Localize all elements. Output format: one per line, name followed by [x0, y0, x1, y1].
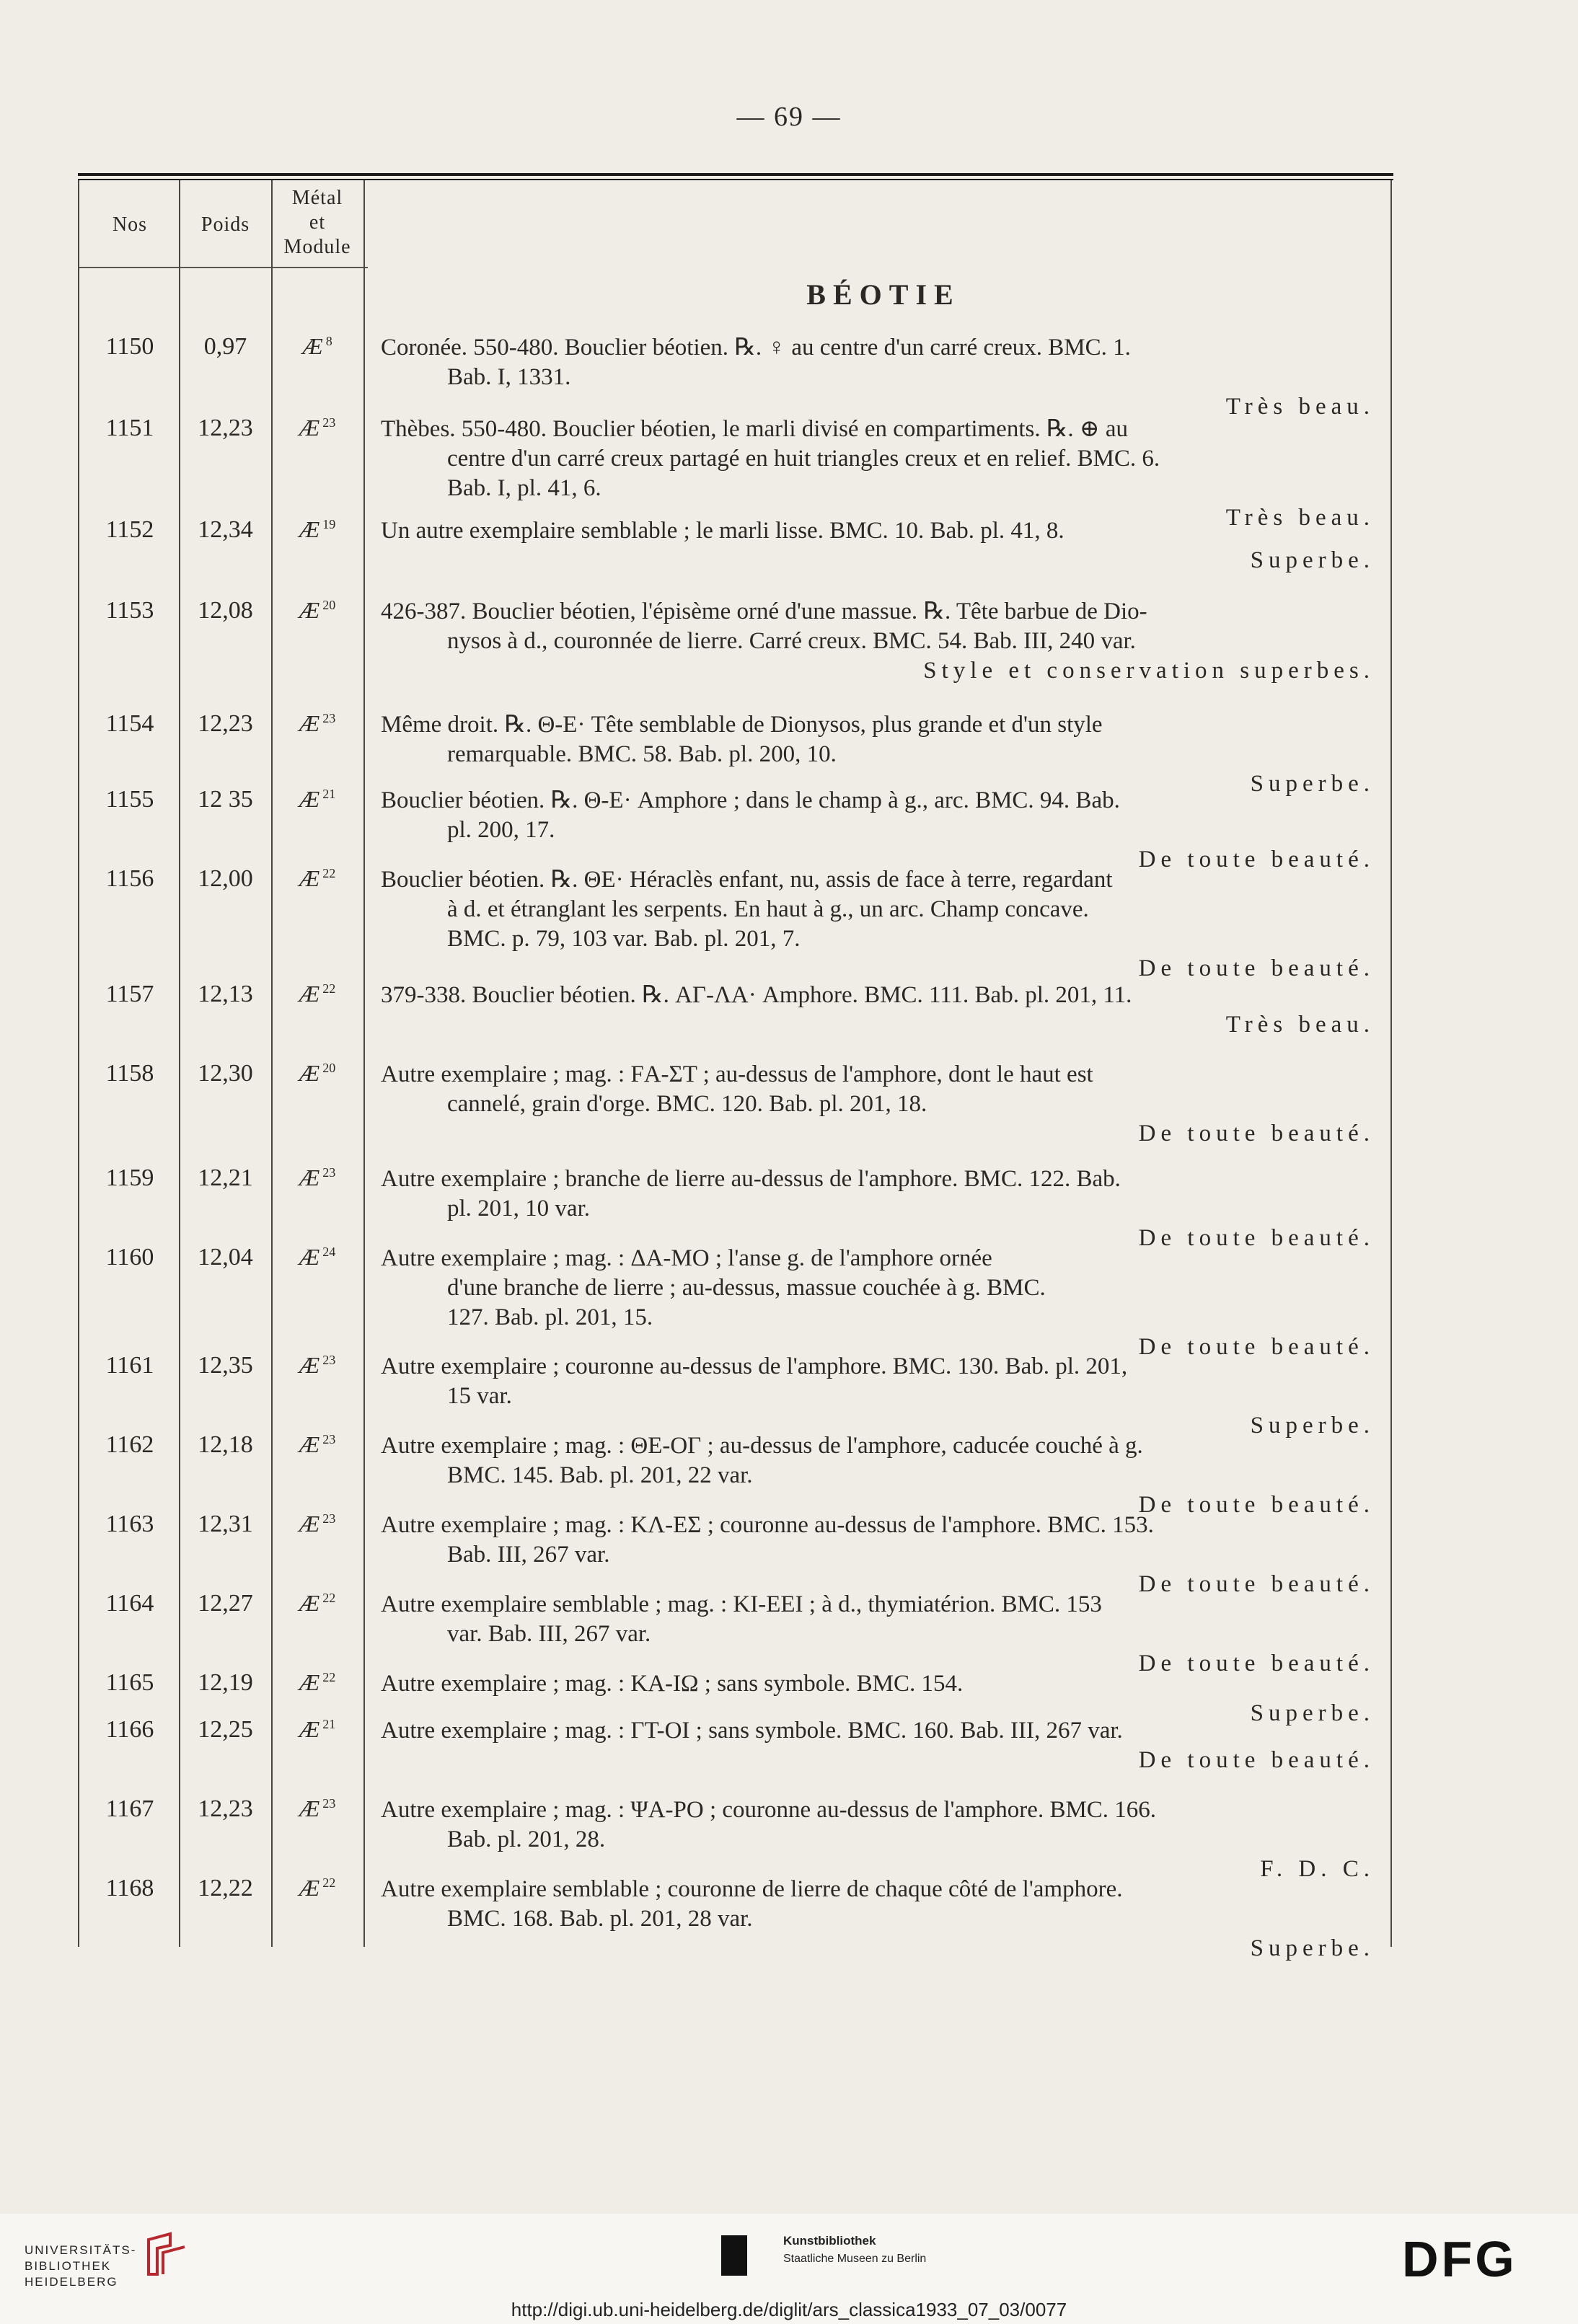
entry-description-line: Autre exemplaire ; mag. : FΑ-ΣΤ ; au-dessus de l'amphore, dont le haut est: [381, 1061, 1093, 1087]
entry-description: [381, 981, 1375, 1040]
entry-metal-module: [274, 1244, 361, 1271]
entry-grade: De toute beauté.: [1138, 1225, 1375, 1251]
entry-metal: Æ: [299, 865, 320, 891]
entry-weight: 12,35: [198, 1352, 253, 1379]
university-logo: [25, 2243, 136, 2290]
entry-weight: 12,31: [198, 1511, 253, 1537]
entry-number: 1168: [105, 1875, 154, 1901]
entry-weight: 12,19: [198, 1669, 253, 1696]
entry-metal: Æ: [299, 1669, 320, 1695]
column-divider-text: [363, 180, 365, 1947]
entry-description-line: Bouclier béotien. ℞. Θ-Ε· Amphore ; dans le champ à g., arc. BMC. 94. Bab.: [381, 787, 1120, 813]
entry-description-line: d'une branche de lierre ; au-dessus, massue couchée à g. BMC.: [447, 1275, 1046, 1301]
entry-description: [381, 1875, 1375, 1963]
entry-description-line: BMC. 145. Bab. pl. 201, 22 var.: [447, 1462, 753, 1488]
kunstbibliothek-title: Kunstbibliothek: [783, 2234, 876, 2248]
entry-number: 1166: [105, 1716, 154, 1743]
entry-module: 22: [322, 1670, 336, 1685]
entry-weight: 12,30: [198, 1060, 253, 1087]
entry-metal: Æ: [299, 516, 320, 542]
entry-weight: 12 35: [198, 786, 253, 813]
entry-module: 23: [322, 1432, 336, 1447]
entry-description-line: 15 var.: [447, 1383, 512, 1409]
entry-module: 24: [322, 1245, 336, 1260]
entry-module: 19: [322, 517, 336, 532]
entry-number: 1163: [105, 1511, 154, 1537]
entry-module: 8: [325, 334, 332, 349]
column-divider-metal: [271, 180, 273, 1947]
entry-number: 1154: [105, 710, 154, 737]
entry-weight: 12,21: [198, 1165, 253, 1191]
entry-description-line: Même droit. ℞. Θ-Ε· Tête semblable de Dionysos, plus grande et d'un style: [381, 712, 1103, 738]
entry-metal-module: [274, 865, 361, 892]
entry-grade: Superbe.: [1250, 1700, 1375, 1726]
university-line-1: UNIVERSITÄTS-: [25, 2243, 137, 2257]
entry-description: [381, 1590, 1375, 1679]
entry-description: [381, 1165, 1375, 1253]
entry-description-line: 379-338. Bouclier béotien. ℞. ΑΓ-ΛΑ· Amphore. BMC. 111. Bab. pl. 201, 11.: [381, 982, 1132, 1008]
entry-module: 21: [322, 1717, 336, 1732]
entry-description-line: Autre exemplaire ; mag. : ΚΛ-ΕΣ ; couronne au-dessus de l'amphore. BMC. 153.: [381, 1512, 1154, 1538]
header-metal: Métal: [291, 187, 343, 209]
entry-weight: 12,27: [198, 1590, 253, 1617]
entry-module: 21: [322, 787, 336, 802]
entry-description-line: Autre exemplaire semblable ; mag. : ΚΙ-ΕΕΙ ; à d., thymiatérion. BMC. 153: [381, 1591, 1102, 1617]
entry-description-line: Bouclier béotien. ℞. ΘΕ· Héraclès enfant, nu, assis de face à terre, regardant: [381, 867, 1113, 893]
entry-grade: Superbe.: [1250, 771, 1375, 797]
entry-weight: 12,23: [198, 415, 253, 441]
entry-grade: Superbe.: [1250, 547, 1375, 573]
university-line-2: BIBLIOTHEK: [25, 2259, 112, 2273]
entry-weight: 12,23: [198, 1795, 253, 1822]
university-emblem-icon: [141, 2231, 192, 2279]
entry-module: 23: [322, 1796, 336, 1811]
entry-grade: F. D. C.: [1260, 1856, 1375, 1882]
entry-weight: 12,22: [198, 1875, 253, 1901]
top-rule: [78, 173, 1393, 176]
entry-grade: Style et conservation superbes.: [923, 658, 1375, 684]
entry-grade: De toute beauté.: [1138, 1492, 1375, 1518]
entry-grade: De toute beauté.: [1138, 1121, 1375, 1146]
entry-grade: Superbe.: [1250, 1935, 1375, 1961]
entry-metal-module: [274, 710, 361, 737]
entry-description-line: remarquable. BMC. 58. Bab. pl. 200, 10.: [447, 741, 837, 767]
entry-number: 1162: [105, 1431, 154, 1458]
entry-metal-module: [274, 1060, 361, 1087]
entry-number: 1152: [105, 516, 154, 543]
entry-weight: 12,23: [198, 710, 253, 737]
entry-module: 23: [322, 1165, 336, 1180]
entry-description: [381, 1511, 1375, 1599]
entry-metal: Æ: [299, 1431, 320, 1457]
entry-metal-module: [274, 1590, 361, 1617]
entry-metal-module: [274, 415, 361, 441]
column-divider-right: [1390, 180, 1392, 1947]
entry-metal-module: [274, 1511, 361, 1537]
entry-description-line: 127. Bab. pl. 201, 15.: [447, 1304, 653, 1330]
header-module: Module: [283, 236, 351, 258]
header-underline: [79, 267, 368, 268]
entry-number: 1165: [105, 1669, 154, 1696]
entry-metal-module: [274, 1875, 361, 1901]
entry-description-line: BMC. 168. Bab. pl. 201, 28 var.: [447, 1906, 753, 1932]
entry-metal-module: [274, 1716, 361, 1743]
entry-description-line: Bab. III, 267 var.: [447, 1542, 610, 1568]
entry-module: 22: [322, 1591, 336, 1606]
entry-number: 1158: [105, 1060, 154, 1087]
entry-number: 1153: [105, 597, 154, 624]
entry-description-line: Autre exemplaire ; mag. : ΘΕ-ΟΓ ; au-dessus de l'amphore, caducée couché à g.: [381, 1433, 1143, 1459]
entry-grade: De toute beauté.: [1138, 1747, 1375, 1773]
entry-metal-module: [274, 333, 361, 360]
entry-description-line: Coronée. 550-480. Bouclier béotien. ℞. ♀ au centre d'un carré creux. BMC. 1.: [381, 335, 1131, 361]
entry-description-line: Autre exemplaire ; mag. : ΚΑ-ΙΩ ; sans symbole. BMC. 154.: [381, 1671, 964, 1697]
entry-description-line: Autre exemplaire ; couronne au-dessus de l'amphore. BMC. 130. Bab. pl. 201,: [381, 1353, 1128, 1379]
entry-metal-module: [274, 1165, 361, 1191]
entry-metal-module: [274, 1669, 361, 1696]
entry-metal-module: [274, 981, 361, 1007]
entry-metal-module: [274, 786, 361, 813]
entry-module: 22: [322, 1875, 336, 1891]
entry-metal: Æ: [299, 1244, 320, 1270]
entry-description: [381, 1795, 1375, 1884]
entry-grade: Très beau.: [1225, 505, 1375, 531]
entry-description: [381, 786, 1375, 875]
source-url-link[interactable]: http://digi.ub.uni-heidelberg.de/diglit/ars_classica1933_07_03/0077: [511, 2299, 1067, 2320]
entry-description: [381, 1060, 1375, 1149]
header-numbers: Nos: [112, 213, 148, 236]
entry-number: 1157: [105, 981, 154, 1007]
entry-description-line: pl. 200, 17.: [447, 817, 555, 843]
entry-metal: Æ: [299, 1165, 320, 1190]
entry-module: 23: [322, 415, 336, 430]
entry-metal-module: [274, 516, 361, 543]
entry-number: 1155: [105, 786, 154, 813]
entry-description-line: à d. et étranglant les serpents. En haut à g., un arc. Champ concave.: [447, 896, 1089, 922]
entry-grade: De toute beauté.: [1138, 847, 1375, 872]
entry-number: 1164: [105, 1590, 154, 1617]
entry-description: [381, 415, 1375, 533]
entry-metal: Æ: [299, 597, 320, 623]
entry-grade: De toute beauté.: [1138, 1334, 1375, 1360]
entry-description: [381, 1716, 1375, 1775]
entry-grade: Très beau.: [1225, 1012, 1375, 1038]
entry-module: 23: [322, 1353, 336, 1368]
entry-metal: Æ: [302, 333, 323, 359]
entry-grade: Très beau.: [1225, 394, 1375, 420]
header-and: et: [309, 211, 326, 234]
entry-description: [381, 516, 1375, 575]
entry-weight: 12,00: [198, 865, 253, 892]
university-line-3: HEIDELBERG: [25, 2275, 118, 2289]
entry-metal-module: [274, 1352, 361, 1379]
section-title: BÉOTIE: [806, 278, 961, 311]
entry-module: 22: [322, 866, 336, 881]
entry-description-line: 426-387. Bouclier béotien, l'épisème orné d'une massue. ℞. Tête barbue de Dio-: [381, 598, 1147, 624]
entry-weight: 12,18: [198, 1431, 253, 1458]
entry-description-line: pl. 201, 10 var.: [447, 1196, 590, 1221]
header-metal-module: [273, 186, 362, 260]
entry-metal: Æ: [299, 415, 320, 441]
entry-description-line: Bab. pl. 201, 28.: [447, 1826, 606, 1852]
entry-module: 20: [322, 598, 336, 613]
entry-metal: Æ: [299, 1352, 320, 1378]
entry-description-line: Bab. I, pl. 41, 6.: [447, 475, 601, 501]
entry-description-line: centre d'un carré creux partagé en huit triangles creux et en relief. BMC. 6.: [447, 446, 1160, 472]
entry-description-line: Autre exemplaire semblable ; couronne de lierre de chaque côté de l'amphore.: [381, 1876, 1123, 1902]
entry-metal-module: [274, 1431, 361, 1458]
entry-number: 1167: [105, 1795, 154, 1822]
entry-metal: Æ: [299, 1511, 320, 1537]
entry-description-line: Thèbes. 550-480. Bouclier béotien, le marli divisé en compartiments. ℞. ⊕ au: [381, 416, 1128, 442]
dfg-logo: DFG: [1402, 2231, 1517, 2287]
entry-weight: 12,13: [198, 981, 253, 1007]
entry-metal: Æ: [299, 1716, 320, 1742]
entry-weight: 12,04: [198, 1244, 253, 1271]
entry-weight: 12,34: [198, 516, 253, 543]
entry-description: [381, 1431, 1375, 1520]
entry-module: 23: [322, 1511, 336, 1526]
entry-metal-module: [274, 1795, 361, 1822]
kunstbibliothek-logo-icon: [721, 2235, 747, 2276]
header-weight: Poids: [200, 213, 250, 236]
entry-description: [381, 1352, 1375, 1441]
entry-weight: 12,08: [198, 597, 253, 624]
entry-description-line: Autre exemplaire ; mag. : ΨΑ-ΡΟ ; couronne au-dessus de l'amphore. BMC. 166.: [381, 1797, 1157, 1823]
entry-description-line: Un autre exemplaire semblable ; le marli lisse. BMC. 10. Bab. pl. 41, 8.: [381, 518, 1065, 544]
entry-number: 1161: [105, 1352, 154, 1379]
entry-description-line: Bab. I, 1331.: [447, 364, 571, 390]
entry-grade: De toute beauté.: [1138, 1651, 1375, 1676]
entry-number: 1151: [105, 415, 154, 441]
entry-description-line: cannelé, grain d'orge. BMC. 120. Bab. pl. 201, 18.: [447, 1091, 927, 1117]
entry-weight: 12,25: [198, 1716, 253, 1743]
kunstbibliothek-label: [783, 2232, 926, 2268]
entry-grade: De toute beauté.: [1138, 1571, 1375, 1597]
entry-weight: 0,97: [203, 333, 247, 360]
entry-number: 1156: [105, 865, 154, 892]
entry-description: [381, 865, 1375, 984]
entry-grade: De toute beauté.: [1138, 955, 1375, 981]
entry-metal: Æ: [299, 1795, 320, 1821]
top-rule-thin: [78, 179, 1393, 180]
entry-description-line: var. Bab. III, 267 var.: [447, 1621, 651, 1647]
entry-number: 1160: [105, 1244, 154, 1271]
entry-description: [381, 597, 1375, 686]
entry-description: [381, 333, 1375, 422]
kunstbibliothek-subtitle: Staatliche Museen zu Berlin: [783, 2253, 927, 2265]
entry-metal: Æ: [299, 786, 320, 812]
entry-module: 22: [322, 981, 336, 997]
entry-description-line: nysos à d., couronnée de lierre. Carré creux. BMC. 54. Bab. III, 240 var.: [447, 628, 1136, 654]
entry-module: 20: [322, 1061, 336, 1076]
entry-description: [381, 1244, 1375, 1362]
entry-metal: Æ: [299, 981, 320, 1007]
entry-number: 1150: [105, 333, 154, 360]
page-number: — 69 —: [736, 102, 842, 132]
entry-description-line: Autre exemplaire ; mag. : ΔΑ-ΜΟ ; l'anse g. de l'amphore ornée: [381, 1245, 992, 1271]
entry-metal: Æ: [299, 1875, 320, 1901]
entry-metal: Æ: [299, 1590, 320, 1616]
entry-metal-module: [274, 597, 361, 624]
entry-description-line: Autre exemplaire ; branche de lierre au-dessus de l'amphore. BMC. 122. Bab.: [381, 1166, 1121, 1192]
entry-module: 23: [322, 711, 336, 726]
entry-grade: Superbe.: [1250, 1413, 1375, 1439]
entry-number: 1159: [105, 1165, 154, 1191]
entry-metal: Æ: [299, 1060, 320, 1086]
entry-description-line: BMC. p. 79, 103 var. Bab. pl. 201, 7.: [447, 926, 801, 952]
entry-description-line: Autre exemplaire ; mag. : ΓΤ-ΟΙ ; sans symbole. BMC. 160. Bab. III, 267 var.: [381, 1718, 1123, 1744]
entry-metal: Æ: [299, 710, 320, 736]
